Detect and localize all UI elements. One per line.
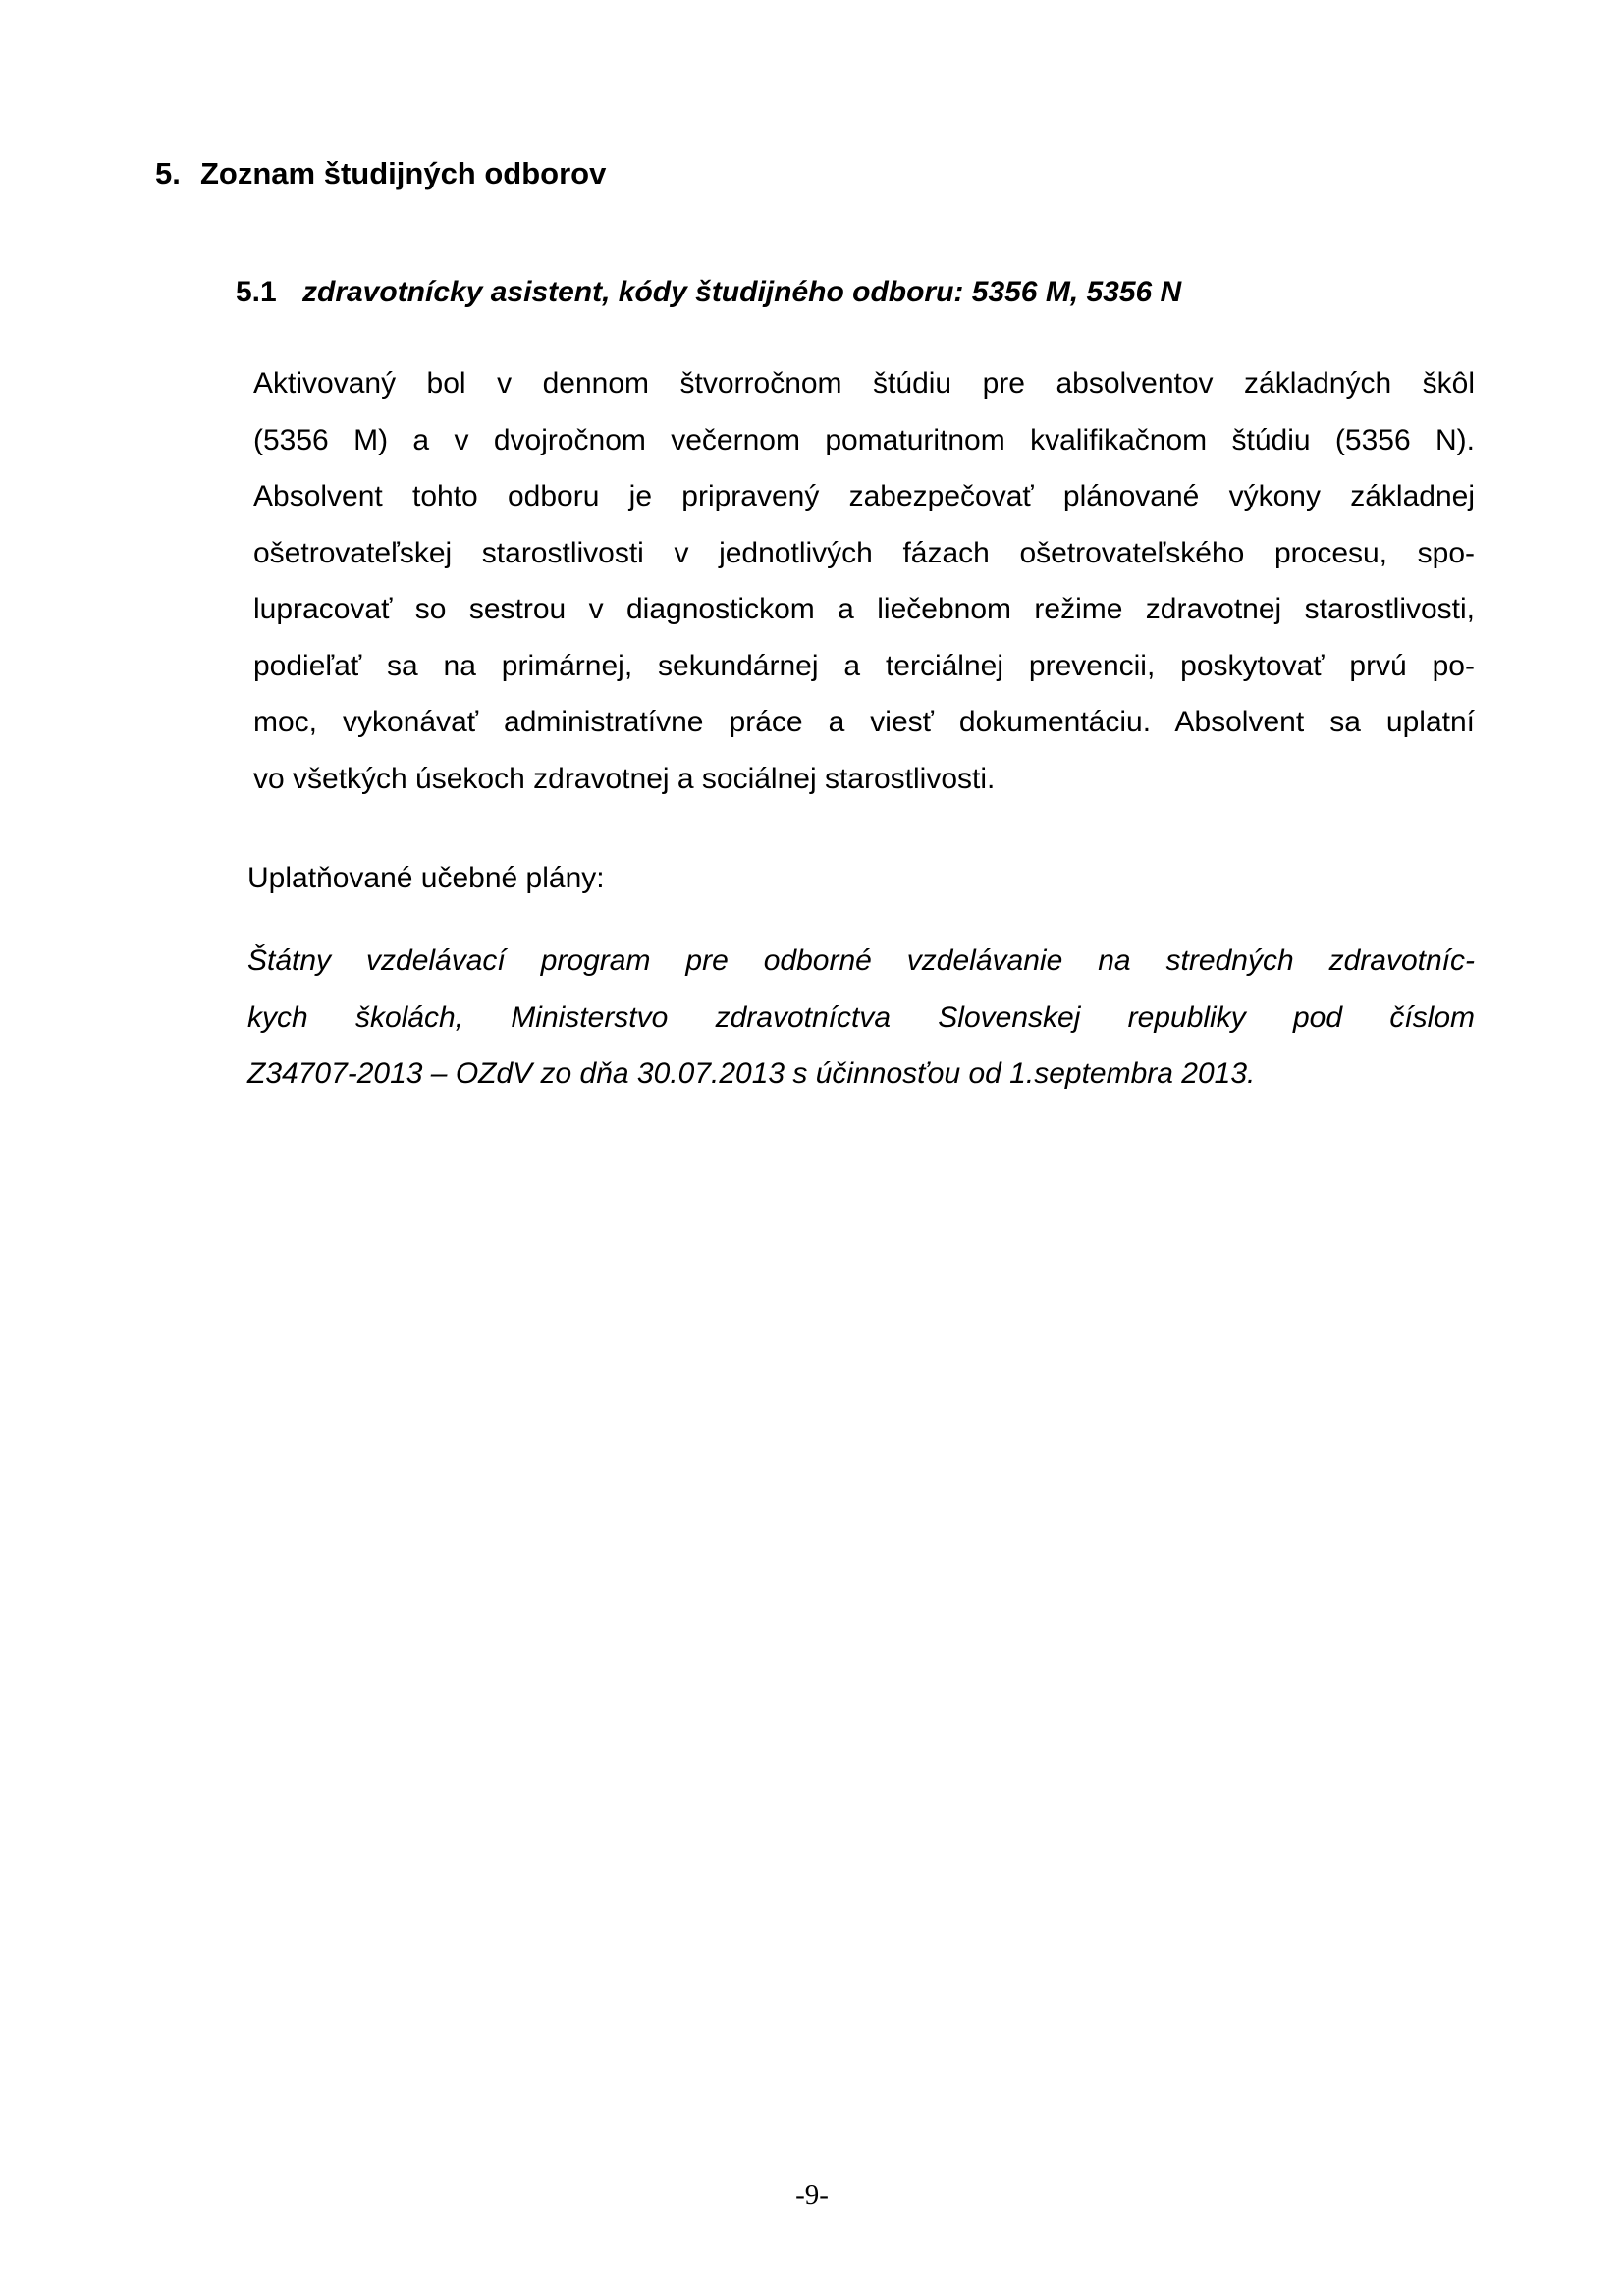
study-plans-label: Uplatňované učebné plány: (247, 862, 605, 894)
section-title: Zoznam študijných odborov (200, 156, 607, 190)
section-number: 5. (155, 156, 181, 190)
paragraph-line: lupracovať so sestrou v diagnostickom a liečebnom režime zdravotnej starostlivosti, (253, 593, 1475, 625)
plans-line: Z34707-2013 – OZdV zo dňa 30.07.2013 s účinnosťou od 1.septembra 2013. (247, 1057, 1256, 1090)
page-number: -9- (795, 2179, 829, 2211)
subsection-number: 5.1 (236, 276, 277, 308)
paragraph-line: Aktivovaný bol v dennom štvorročnom štúdiu pre absolventov základných škôl (253, 367, 1475, 400)
study-plans-text (247, 933, 1475, 1102)
subsection-heading (236, 273, 1181, 312)
paragraph-line: moc, vykonávať administratívne práce a viesť dokumentáciu. Absolvent sa uplatní (253, 706, 1475, 738)
paragraph-line: Absolvent tohto odboru je pripravený zabezpečovať plánované výkony základnej (253, 480, 1475, 512)
plans-line: Štátny vzdelávací program pre odborné vzdelávanie na stredných zdravotníc- (247, 944, 1475, 977)
description-paragraph (253, 355, 1475, 807)
section-heading (155, 154, 606, 193)
plans-line: kych školách, Ministerstvo zdravotníctva Slovenskej republiky pod číslom (247, 1000, 1475, 1034)
paragraph-line: podieľať sa na primárnej, sekundárnej a terciálnej prevencii, poskytovať prvú po- (253, 649, 1475, 682)
paragraph-line: vo všetkých úsekoch zdravotnej a sociálnej starostlivosti. (253, 762, 996, 795)
paragraph-line: (5356 M) a v dvojročnom večernom pomaturitnom kvalifikačnom štúdiu (5356 N). (253, 423, 1475, 456)
paragraph-line: ošetrovateľskej starostlivosti v jednotlivých fázach ošetrovateľského procesu, spo- (253, 536, 1475, 569)
subsection-title: zdravotnícky asistent, kódy študijného odboru: 5356 M, 5356 N (302, 276, 1182, 308)
